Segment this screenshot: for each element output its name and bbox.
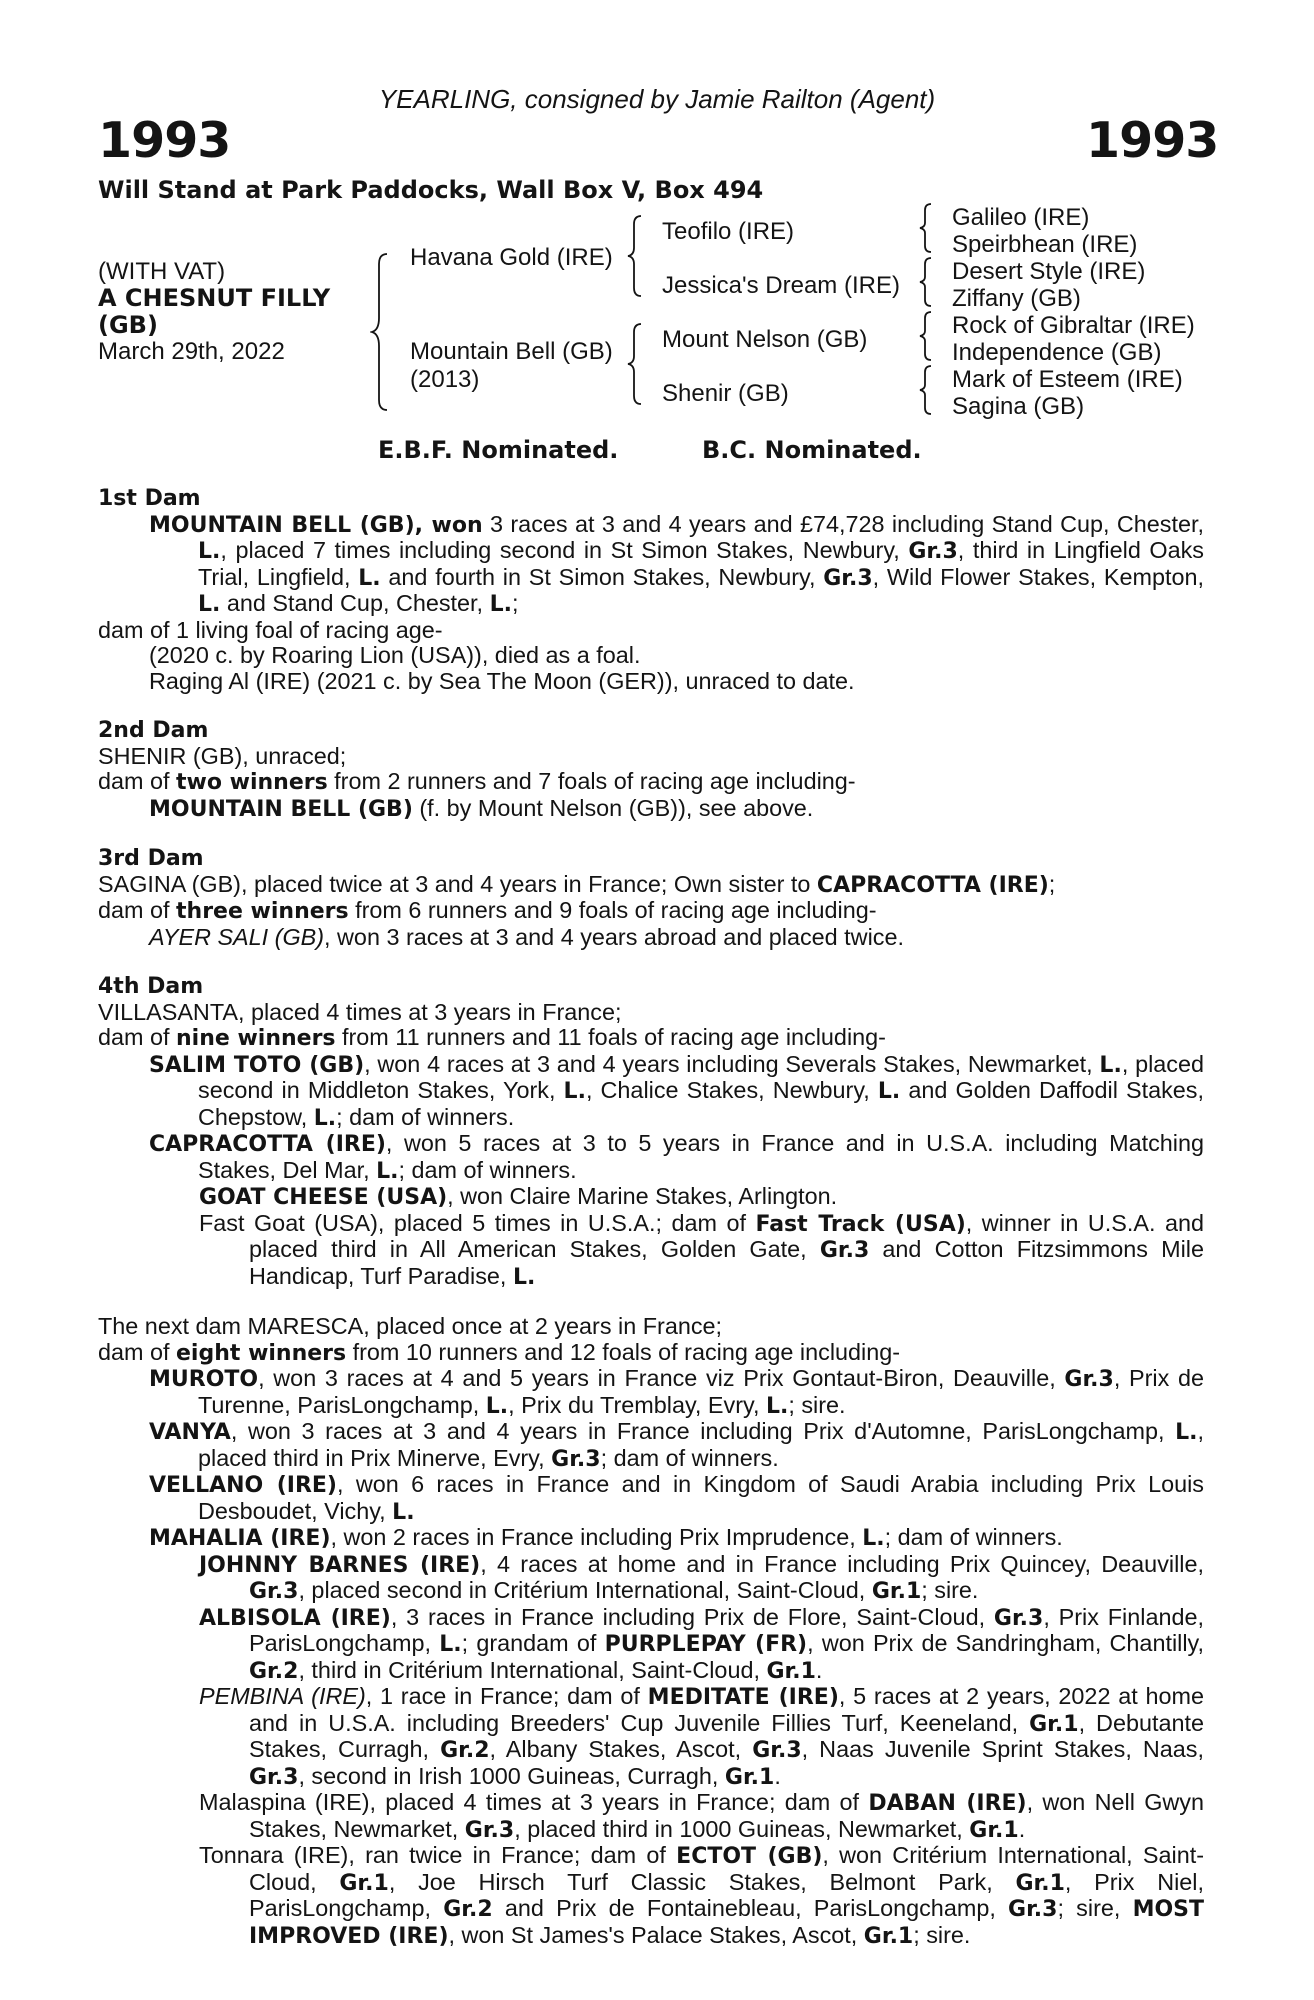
stand-location: Will Stand at Park Paddocks, Wall Box V, Box 494 bbox=[98, 176, 764, 204]
tonnara-record: Tonnara (IRE), ran twice in France; dam of ECTOT (GB), won Critérium International, Saint-Cloud, Gr.1, Joe Hirsch Turf Classic Stakes, Belmont Park, Gr.1, Prix Niel, ParisLongchamp, Gr.2 and Prix de Fontainebleau, ParisLongchamp, Gr.3; sire, MOST IMPROVED (IRE), won St James's Palace Stakes, Ascot, Gr.1; sire. bbox=[199, 1842, 1205, 1949]
next-dam-line: The next dam MARESCA, placed once at 2 years in France; bbox=[98, 1313, 723, 1339]
fourth-dam-heading: 4th Dam bbox=[98, 974, 204, 999]
first-dam-produce: dam of 1 living foal of racing age- bbox=[98, 616, 443, 643]
next-dam-produce: dam of eight winners from 10 runners and 12 foals of racing age including- bbox=[98, 1338, 901, 1366]
ancestor-1: Galileo (IRE) bbox=[952, 204, 1090, 231]
johnny-barnes-record: JOHNNY BARNES (IRE), 4 races at home and in France including Prix Quincey, Deauville, Gr.3, placed second in Critérium International, Saint-Cloud, Gr.1; sire. bbox=[199, 1550, 1204, 1604]
ancestor-5: Rock of Gibraltar (IRE) bbox=[952, 312, 1195, 339]
ancestor-3: Desert Style (IRE) bbox=[952, 258, 1146, 285]
pedigree-brace-main bbox=[370, 252, 390, 412]
vellano-record: VELLANO (IRE), won 6 races in France and in Kingdom of Saudi Arabia including Prix Louis Desboudet, Vichy, L. bbox=[149, 1471, 1204, 1525]
second-dam-produce: dam of two winners from 2 runners and 7 foals of racing age including- bbox=[98, 768, 856, 795]
second-dam-child: MOUNTAIN BELL (GB) (f. by Mount Nelson (GB)), see above. bbox=[149, 794, 814, 822]
foal-2020: (2020 c. by Roaring Lion (USA)), died as a foal. bbox=[149, 642, 641, 668]
horse-name-line2: (GB) bbox=[98, 311, 158, 339]
ancestor-8: Sagina (GB) bbox=[952, 393, 1085, 420]
first-dam-heading: 1st Dam bbox=[98, 486, 201, 511]
bc-nomination: B.C. Nominated. bbox=[702, 436, 922, 464]
pedigree-brace-dam bbox=[626, 322, 644, 406]
lot-number-right: 1993 bbox=[1086, 112, 1219, 169]
second-dam-line: SHENIR (GB), unraced; bbox=[98, 742, 347, 769]
pedigree-brace-g4 bbox=[918, 364, 934, 416]
albisola-record: ALBISOLA (IRE), 3 races in France including Prix de Flore, Saint-Cloud, Gr.3, Prix Finlande, ParisLongchamp, L.; grandam of PURPLEPAY (FR), won Prix de Sandringham, Chantilly, Gr.2, third in Critérium International, Saint-Cloud, Gr.1. bbox=[199, 1603, 1204, 1684]
horse-dob: March 29th, 2022 bbox=[98, 338, 285, 365]
third-dam-produce: dam of three winners from 6 runners and 9 foals of racing age including- bbox=[98, 897, 877, 924]
capracotta-record: CAPRACOTTA (IRE), won 5 races at 3 to 5 years in France and in U.S.A. including Matching Stakes, Del Mar, L.; dam of winners. bbox=[149, 1130, 1205, 1184]
dam-sire: Mount Nelson (GB) bbox=[662, 326, 868, 353]
second-dam-heading: 2nd Dam bbox=[98, 718, 209, 743]
ancestor-4: Ziffany (GB) bbox=[952, 285, 1081, 312]
sire-sire: Teofilo (IRE) bbox=[662, 218, 795, 245]
vat-note: (WITH VAT) bbox=[98, 258, 226, 285]
pedigree-brace-g1 bbox=[918, 202, 934, 254]
third-dam-child: AYER SALI (GB), won 3 races at 3 and 4 years abroad and placed twice. bbox=[149, 923, 904, 950]
third-dam-heading: 3rd Dam bbox=[98, 846, 204, 871]
ancestor-6: Independence (GB) bbox=[952, 339, 1162, 366]
salim-toto-record: SALIM TOTO (GB), won 4 races at 3 and 4 years including Severals Stakes, Newmarket, L., placed second in Middleton Stakes, York, L., Chalice Stakes, Newbury, L. and Golden Daffodil Stakes, Chepstow, L.; dam of winners. bbox=[149, 1050, 1204, 1131]
pedigree-brace-g3 bbox=[918, 310, 934, 362]
dam-details bbox=[98, 486, 1204, 1949]
pembina-record: PEMBINA (IRE), 1 race in France; dam of MEDITATE (IRE), 5 races at 2 years, 2022 at home and in U.S.A. including Breeders' Cup Juvenile Fillies Turf, Keeneland, Gr.1, Debutante Stakes, Curragh, Gr.2, Albany Stakes, Ascot, Gr.3, Naas Juvenile Sprint Stakes, Naas, Gr.3, second in Irish 1000 Guineas, Curragh, Gr.1. bbox=[199, 1683, 1205, 1790]
malaspina-record: Malaspina (IRE), placed 4 times at 3 years in France; dam of DABAN (IRE), won Nell Gwyn Stakes, Newmarket, Gr.3, placed third in 1000 Guineas, Newmarket, Gr.1. bbox=[199, 1789, 1205, 1843]
foal-2021: Raging Al (IRE) (2021 c. by Sea The Moon (GER)), unraced to date. bbox=[149, 667, 855, 694]
muroto-record: MUROTO, won 3 races at 4 and 5 years in France viz Prix Gontaut-Biron, Deauville, Gr.3, Prix de Turenne, ParisLongchamp, L., Prix du Tremblay, Evry, L.; sire. bbox=[149, 1365, 1204, 1419]
mahalia-record: MAHALIA (IRE), won 2 races in France including Prix Imprudence, L.; dam of winners. bbox=[149, 1524, 1063, 1551]
sire: Havana Gold (IRE) bbox=[410, 244, 613, 271]
horse-name-line1: A CHESNUT FILLY bbox=[98, 284, 331, 312]
vanya-record: VANYA, won 3 races at 3 and 4 years in France including Prix d'Automne, ParisLongchamp, L., placed third in Prix Minerve, Evry, Gr.3; dam of winners. bbox=[149, 1418, 1204, 1472]
lot-number-left: 1993 bbox=[98, 112, 231, 169]
first-dam-record: MOUNTAIN BELL (GB), won 3 races at 3 and 4 years and £74,728 including Stand Cup, Chester, L., placed 7 times including second in St Simon Stakes, Newbury, Gr.3, third in Lingfield Oaks Trial, Lingfield, L. and fourth in St Simon Stakes, Newbury, Gr.3, Wild Flower Stakes, Kempton, L. and Stand Cup, Chester, L.; bbox=[149, 510, 1204, 617]
pedigree-brace-g2 bbox=[918, 256, 934, 308]
fast-goat-record: Fast Goat (USA), placed 5 times in U.S.A.; dam of Fast Track (USA), winner in U.S.A. and placed third in All American Stakes, Golden Gate, Gr.3 and Cotton Fitzsimmons Mile Handicap, Turf Paradise, L. bbox=[199, 1209, 1204, 1290]
ancestor-2: Speirbhean (IRE) bbox=[952, 231, 1138, 258]
dam-year: (2013) bbox=[410, 366, 480, 393]
consignor-line: YEARLING, consigned by Jamie Railton (Agent) bbox=[378, 84, 936, 114]
ancestor-7: Mark of Esteem (IRE) bbox=[952, 366, 1183, 393]
dam: Mountain Bell (GB) bbox=[410, 338, 613, 365]
pedigree-brace-sire bbox=[626, 214, 644, 298]
goat-cheese-record: GOAT CHEESE (USA), won Claire Marine Stakes, Arlington. bbox=[199, 1183, 838, 1210]
ebf-nomination: E.B.F. Nominated. bbox=[378, 436, 619, 464]
dam-dam: Shenir (GB) bbox=[662, 380, 789, 407]
fourth-dam-line: VILLASANTA, placed 4 times at 3 years in France; bbox=[98, 998, 622, 1025]
fourth-dam-produce: dam of nine winners from 11 runners and 11 foals of racing age including- bbox=[98, 1024, 886, 1051]
sire-dam: Jessica's Dream (IRE) bbox=[662, 272, 900, 299]
third-dam-line: SAGINA (GB), placed twice at 3 and 4 years in France; Own sister to CAPRACOTTA (IRE); bbox=[98, 870, 1056, 898]
